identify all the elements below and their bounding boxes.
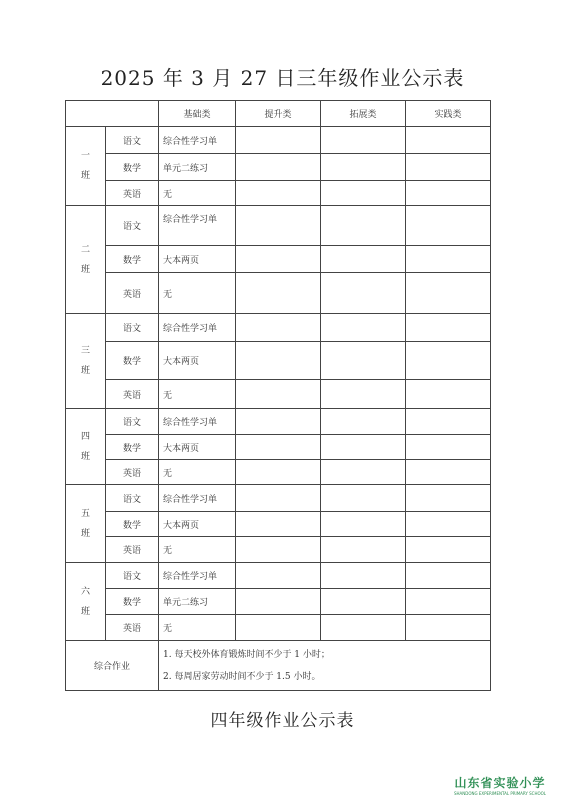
practice-homework-cell — [406, 512, 491, 537]
general-homework-row — [66, 641, 491, 691]
table-row — [66, 181, 491, 206]
practice-homework-cell — [406, 460, 491, 485]
extended-homework-cell — [321, 589, 406, 615]
subject-cell: 语文 — [106, 409, 159, 435]
school-logo-name: 山东省实验小学 — [454, 776, 546, 790]
basic-homework-cell: 综合性学习单 — [159, 314, 236, 342]
extended-homework-cell — [321, 273, 406, 314]
advanced-homework-cell — [236, 154, 321, 181]
advanced-homework-cell — [236, 485, 321, 512]
subject-cell: 数学 — [106, 342, 159, 380]
table-row — [66, 589, 491, 615]
basic-homework-cell: 大本两页 — [159, 342, 236, 380]
school-logo-english: SHANDONG EXPERIMENTAL PRIMARY SCHOOL — [453, 791, 547, 796]
table-row — [66, 127, 491, 154]
practice-homework-cell — [406, 181, 491, 206]
subject-cell: 英语 — [106, 181, 159, 206]
subject-cell: 数学 — [106, 512, 159, 537]
subject-cell: 语文 — [106, 314, 159, 342]
extended-homework-cell — [321, 409, 406, 435]
practice-homework-cell — [406, 537, 491, 563]
practice-homework-cell — [406, 563, 491, 589]
extended-homework-cell — [321, 380, 406, 409]
header-advanced: 提升类 — [236, 101, 321, 127]
basic-homework-cell: 综合性学习单 — [159, 206, 236, 246]
subject-cell: 语文 — [106, 563, 159, 589]
general-note-item: 1. 每天校外体育锻炼时间不少于 1 小时； — [163, 649, 330, 660]
class-name-cell: 五 班 — [66, 485, 106, 563]
subject-cell: 语文 — [106, 485, 159, 512]
class-name-cell: 六 班 — [66, 563, 106, 641]
general-homework-label: 综合作业 — [66, 641, 159, 691]
extended-homework-cell — [321, 615, 406, 641]
general-note-item: 2. 每周居家劳动时间不少于 1.5 小时。 — [163, 671, 321, 682]
table-row — [66, 485, 491, 512]
practice-homework-cell — [406, 273, 491, 314]
table-row — [66, 246, 491, 273]
header-extended: 拓展类 — [321, 101, 406, 127]
header-corner — [66, 101, 159, 127]
table-row — [66, 206, 491, 246]
advanced-homework-cell — [236, 589, 321, 615]
class-name-cell: 三 班 — [66, 314, 106, 409]
extended-homework-cell — [321, 127, 406, 154]
advanced-homework-cell — [236, 206, 321, 246]
advanced-homework-cell — [236, 181, 321, 206]
table-row — [66, 537, 491, 563]
advanced-homework-cell — [236, 537, 321, 563]
basic-homework-cell: 单元二练习 — [159, 589, 236, 615]
subject-cell: 数学 — [106, 589, 159, 615]
practice-homework-cell — [406, 380, 491, 409]
basic-homework-cell: 大本两页 — [159, 512, 236, 537]
practice-homework-cell — [406, 485, 491, 512]
table-row — [66, 380, 491, 409]
extended-homework-cell — [321, 342, 406, 380]
subject-cell: 数学 — [106, 246, 159, 273]
next-section-title: 四年级作业公示表 — [210, 711, 355, 731]
basic-homework-cell: 无 — [159, 615, 236, 641]
subject-cell: 英语 — [106, 537, 159, 563]
basic-homework-cell: 无 — [159, 273, 236, 314]
class-name-cell: 一 班 — [66, 127, 106, 206]
advanced-homework-cell — [236, 409, 321, 435]
class-name-cell: 四 班 — [66, 409, 106, 485]
homework-table — [65, 100, 491, 691]
basic-homework-cell: 无 — [159, 537, 236, 563]
advanced-homework-cell — [236, 615, 321, 641]
table-row — [66, 460, 491, 485]
extended-homework-cell — [321, 435, 406, 460]
extended-homework-cell — [321, 512, 406, 537]
table-row — [66, 615, 491, 641]
subject-cell: 语文 — [106, 206, 159, 246]
table-row — [66, 409, 491, 435]
extended-homework-cell — [321, 206, 406, 246]
extended-homework-cell — [321, 246, 406, 273]
header-practice: 实践类 — [406, 101, 491, 127]
advanced-homework-cell — [236, 127, 321, 154]
advanced-homework-cell — [236, 435, 321, 460]
subject-cell: 英语 — [106, 460, 159, 485]
basic-homework-cell: 综合性学习单 — [159, 563, 236, 589]
practice-homework-cell — [406, 615, 491, 641]
table-row — [66, 512, 491, 537]
basic-homework-cell: 无 — [159, 460, 236, 485]
basic-homework-cell: 综合性学习单 — [159, 127, 236, 154]
header-basic: 基础类 — [159, 101, 236, 127]
practice-homework-cell — [406, 206, 491, 246]
class-name-cell: 二 班 — [66, 206, 106, 314]
practice-homework-cell — [406, 314, 491, 342]
advanced-homework-cell — [236, 246, 321, 273]
practice-homework-cell — [406, 154, 491, 181]
extended-homework-cell — [321, 154, 406, 181]
practice-homework-cell — [406, 127, 491, 154]
practice-homework-cell — [406, 246, 491, 273]
advanced-homework-cell — [236, 342, 321, 380]
table-row — [66, 435, 491, 460]
school-logo — [441, 774, 559, 796]
general-homework-notes — [159, 641, 491, 691]
basic-homework-cell: 综合性学习单 — [159, 485, 236, 512]
extended-homework-cell — [321, 460, 406, 485]
basic-homework-cell: 无 — [159, 380, 236, 409]
extended-homework-cell — [321, 485, 406, 512]
basic-homework-cell: 综合性学习单 — [159, 409, 236, 435]
practice-homework-cell — [406, 435, 491, 460]
basic-homework-cell: 大本两页 — [159, 246, 236, 273]
practice-homework-cell — [406, 342, 491, 380]
extended-homework-cell — [321, 314, 406, 342]
subject-cell: 语文 — [106, 127, 159, 154]
subject-cell: 数学 — [106, 435, 159, 460]
extended-homework-cell — [321, 181, 406, 206]
advanced-homework-cell — [236, 314, 321, 342]
practice-homework-cell — [406, 409, 491, 435]
advanced-homework-cell — [236, 380, 321, 409]
basic-homework-cell: 单元二练习 — [159, 154, 236, 181]
header-row — [66, 101, 491, 127]
practice-homework-cell — [406, 589, 491, 615]
table-row — [66, 154, 491, 181]
table-row — [66, 342, 491, 380]
table-row — [66, 273, 491, 314]
advanced-homework-cell — [236, 460, 321, 485]
subject-cell: 英语 — [106, 273, 159, 314]
table-row — [66, 563, 491, 589]
subject-cell: 英语 — [106, 380, 159, 409]
subject-cell: 数学 — [106, 154, 159, 181]
advanced-homework-cell — [236, 273, 321, 314]
extended-homework-cell — [321, 537, 406, 563]
advanced-homework-cell — [236, 512, 321, 537]
extended-homework-cell — [321, 563, 406, 589]
basic-homework-cell: 大本两页 — [159, 435, 236, 460]
basic-homework-cell: 无 — [159, 181, 236, 206]
advanced-homework-cell — [236, 563, 321, 589]
table-row — [66, 314, 491, 342]
page-title: 2025 年 3 月 27 日三年级作业公示表 — [100, 66, 465, 90]
subject-cell: 英语 — [106, 615, 159, 641]
